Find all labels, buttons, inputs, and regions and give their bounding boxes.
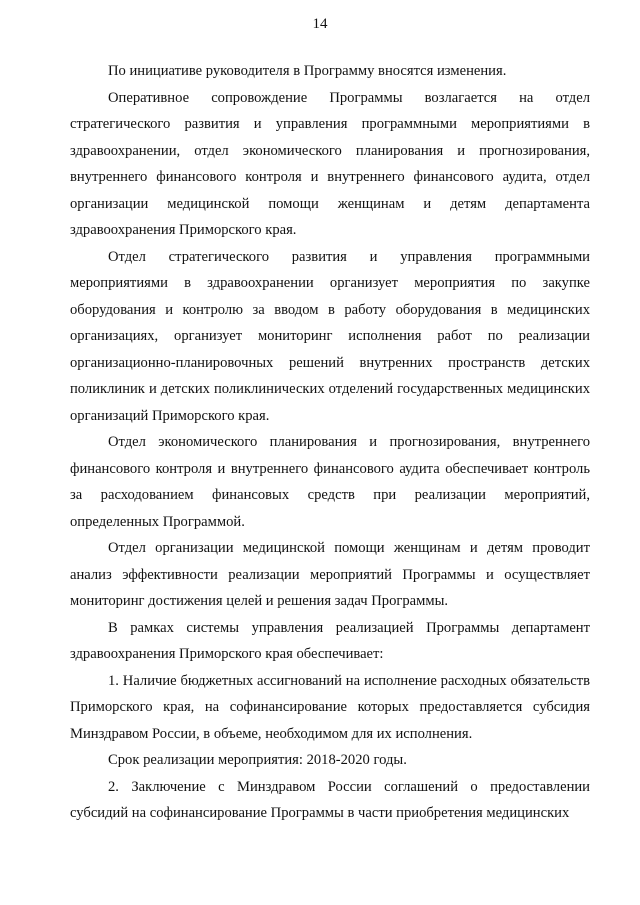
paragraph-item-1-budget: 1. Наличие бюджетных ассигнований на исполнение расходных обязательств Приморского края, на софинансирование которых предоставляется субсидия Минздравом России, в объеме, необходимом для их исполнения. (70, 672, 590, 742)
paragraph-economic-department: Отдел экономического планирования и прогнозирования, внутреннего финансового контроля и внутреннего финансового аудита обеспечивает контроль за расходованием финансовых средств при реализации мероприятий, определенных Программой. (70, 434, 590, 530)
paragraph-item-2-agreements: 2. Заключение с Минздравом России соглашений о предоставлении субсидий на софинансирование Программы в части приобретения медицинских (70, 778, 590, 821)
page-number: 14 (312, 16, 328, 32)
paragraph-medical-care-department: Отдел организации медицинской помощи женщинам и детям проводит анализ эффективности реализации мероприятий Программы и осуществляет мониторинг достижения целей и решения задач Программы. (70, 540, 590, 609)
paragraph-strategic-department: Отдел стратегического развития и управления программными мероприятиями в здравоохранении организует мероприятия по закупке оборудования и контролю за вводом в работу оборудования в медицинских организациях, организует мониторинг исполнения работ по реализации организационно-планировочных решений внутренних пространств детских поликлиник и детских поликлинических отделений государственных медицинских организаций Приморского края. (70, 248, 590, 424)
paragraph-operational-support: Оперативное сопровождение Программы возлагается на отдел стратегического развития и управления программными мероприятиями в здравоохранении, отдел экономического планирования и прогнозирования, внутреннего финансового контроля и внутреннего финансового аудита, отдел организации медицинской помощи женщинам и детям департамента здравоохранения Приморского края. (70, 89, 590, 238)
paragraph-implementation-period: Срок реализации мероприятия: 2018-2020 годы. (108, 752, 407, 768)
paragraph-changes-initiative: По инициативе руководителя в Программу вносятся изменения. (108, 63, 507, 79)
paragraph-management-system: В рамках системы управления реализацией Программы департамент здравоохранения Приморского края обеспечивает: (70, 619, 590, 662)
document-body (70, 58, 590, 827)
